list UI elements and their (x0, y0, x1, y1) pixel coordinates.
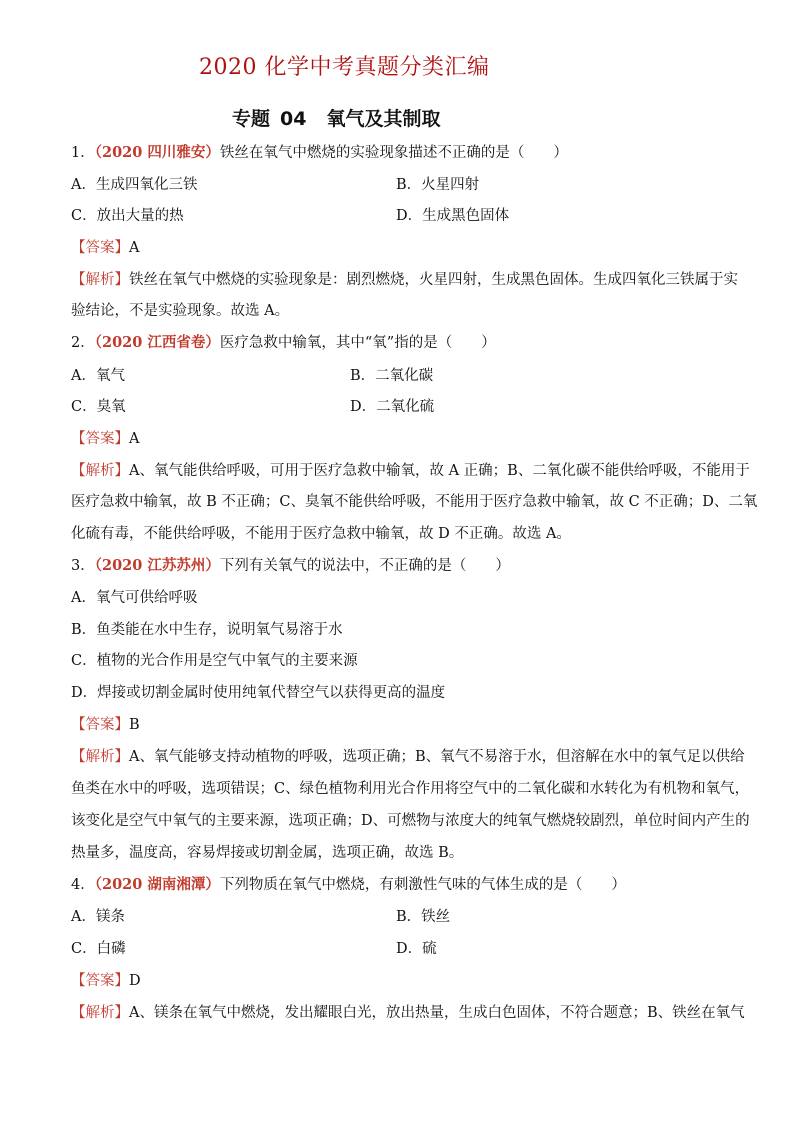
question-2-option-b: B．二氧化碳 (350, 368, 434, 384)
question-4-stem: 4．（2020 湖南湘潭）下列物质在氧气中燃烧，有刺激性气味的气体生成的是（ ） (71, 876, 626, 893)
question-1-analysis-line: 验结论，不是实验现象。故选 A。 (71, 303, 290, 319)
question-1-source: （2020 四川雅安） (94, 144, 220, 161)
question-3-answer: 【答案】B (71, 717, 140, 733)
question-3-analysis-line: 热量多，温度高，容易焊接或切割金属，选项正确，故选 B。 (71, 845, 464, 861)
question-3-stem: 3．（2020 江苏苏州）下列有关氧气的说法中，不正确的是（ ） (71, 557, 510, 574)
question-2-answer: 【答案】A (71, 431, 140, 447)
question-4-answer: 【答案】D (71, 973, 141, 989)
question-2-option-a: A．氧气 (71, 368, 125, 384)
question-1-stem: 1．（2020 四川雅安）铁丝在氧气中燃烧的实验现象描述不正确的是（ ） (71, 144, 568, 161)
topic-heading (232, 104, 440, 131)
question-4-option-a: A．镁条 (71, 909, 125, 925)
question-4-option-b: B．铁丝 (396, 909, 451, 925)
question-2-source: （2020 江西省卷） (94, 334, 220, 351)
topic-prefix: 专题 (232, 108, 271, 130)
question-3-option-a: A．氧气可供给呼吸 (71, 590, 198, 606)
topic-name: 氧气及其制取 (326, 108, 441, 130)
question-4-option-c: C．白磷 (71, 941, 126, 957)
question-3-analysis-line: 该变化是空气中氧气的主要来源，选项正确；D、可燃物与浓度大的纯氧气燃烧较剧烈，单位时间内产生的 (71, 813, 750, 829)
question-1-option-c: C．放出大量的热 (71, 208, 184, 224)
question-2-analysis-line: 【解析】A、氧气能供给呼吸，可用于医疗急救中输氧，故 A 正确；B、二氧化碳不能供给呼吸，不能用于 (71, 463, 750, 479)
question-1-answer: 【答案】A (71, 240, 140, 256)
question-2-stem: 2．（2020 江西省卷）医疗急救中输氧，其中“氧”指的是（ ） (71, 334, 496, 351)
question-4-analysis-line: 【解析】A、镁条在氧气中燃烧，发出耀眼白光，放出热量，生成白色固体，不符合题意；B、铁丝在氧气 (71, 1005, 745, 1021)
question-4-option-d: D．硫 (396, 941, 437, 957)
question-2-analysis-line: 医疗急救中输氧，故 B 不正确；C、臭氧不能供给呼吸，不能用于医疗急救中输氧，故 C 不正确；D、二氧 (71, 494, 758, 510)
question-3-analysis-line: 鱼类在水中的呼吸，选项错误；C、绿色植物利用光合作用将空气中的二氧化碳和水转化为有机物和氧气， (71, 781, 750, 797)
question-3-option-c: C．植物的光合作用是空气中氧气的主要来源 (71, 653, 358, 669)
question-3-source: （2020 江苏苏州） (94, 557, 220, 574)
question-1-option-d: D．生成黑色固体 (396, 208, 510, 224)
question-1-analysis-line: 【解析】铁丝在氧气中燃烧的实验现象是：剧烈燃烧，火星四射，生成黑色固体。生成四氧化三铁属于实 (71, 272, 738, 288)
question-4-source: （2020 湖南湘潭） (94, 876, 220, 893)
document-title: 2020 化学中考真题分类汇编 (199, 55, 490, 80)
question-2-option-d: D．二氧化硫 (350, 399, 435, 415)
question-3-analysis-line: 【解析】A、氧气能够支持动植物的呼吸，选项正确；B、氧气不易溶于水，但溶解在水中的氧气足以供给 (71, 749, 745, 765)
question-2-analysis-line: 化硫有毒，不能供给呼吸，不能用于医疗急救中输氧，故 D 不正确。故选 A。 (71, 526, 571, 542)
question-3-option-d: D．焊接或切割金属时使用纯氧代替空气以获得更高的温度 (71, 685, 446, 701)
question-1-option-b: B．火星四射 (396, 177, 480, 193)
topic-number: 04 (280, 108, 307, 130)
question-1-option-a: A．生成四氧化三铁 (71, 177, 198, 193)
question-3-option-b: B．鱼类能在水中生存，说明氧气易溶于水 (71, 622, 343, 638)
question-2-option-c: C．臭氧 (71, 399, 126, 415)
